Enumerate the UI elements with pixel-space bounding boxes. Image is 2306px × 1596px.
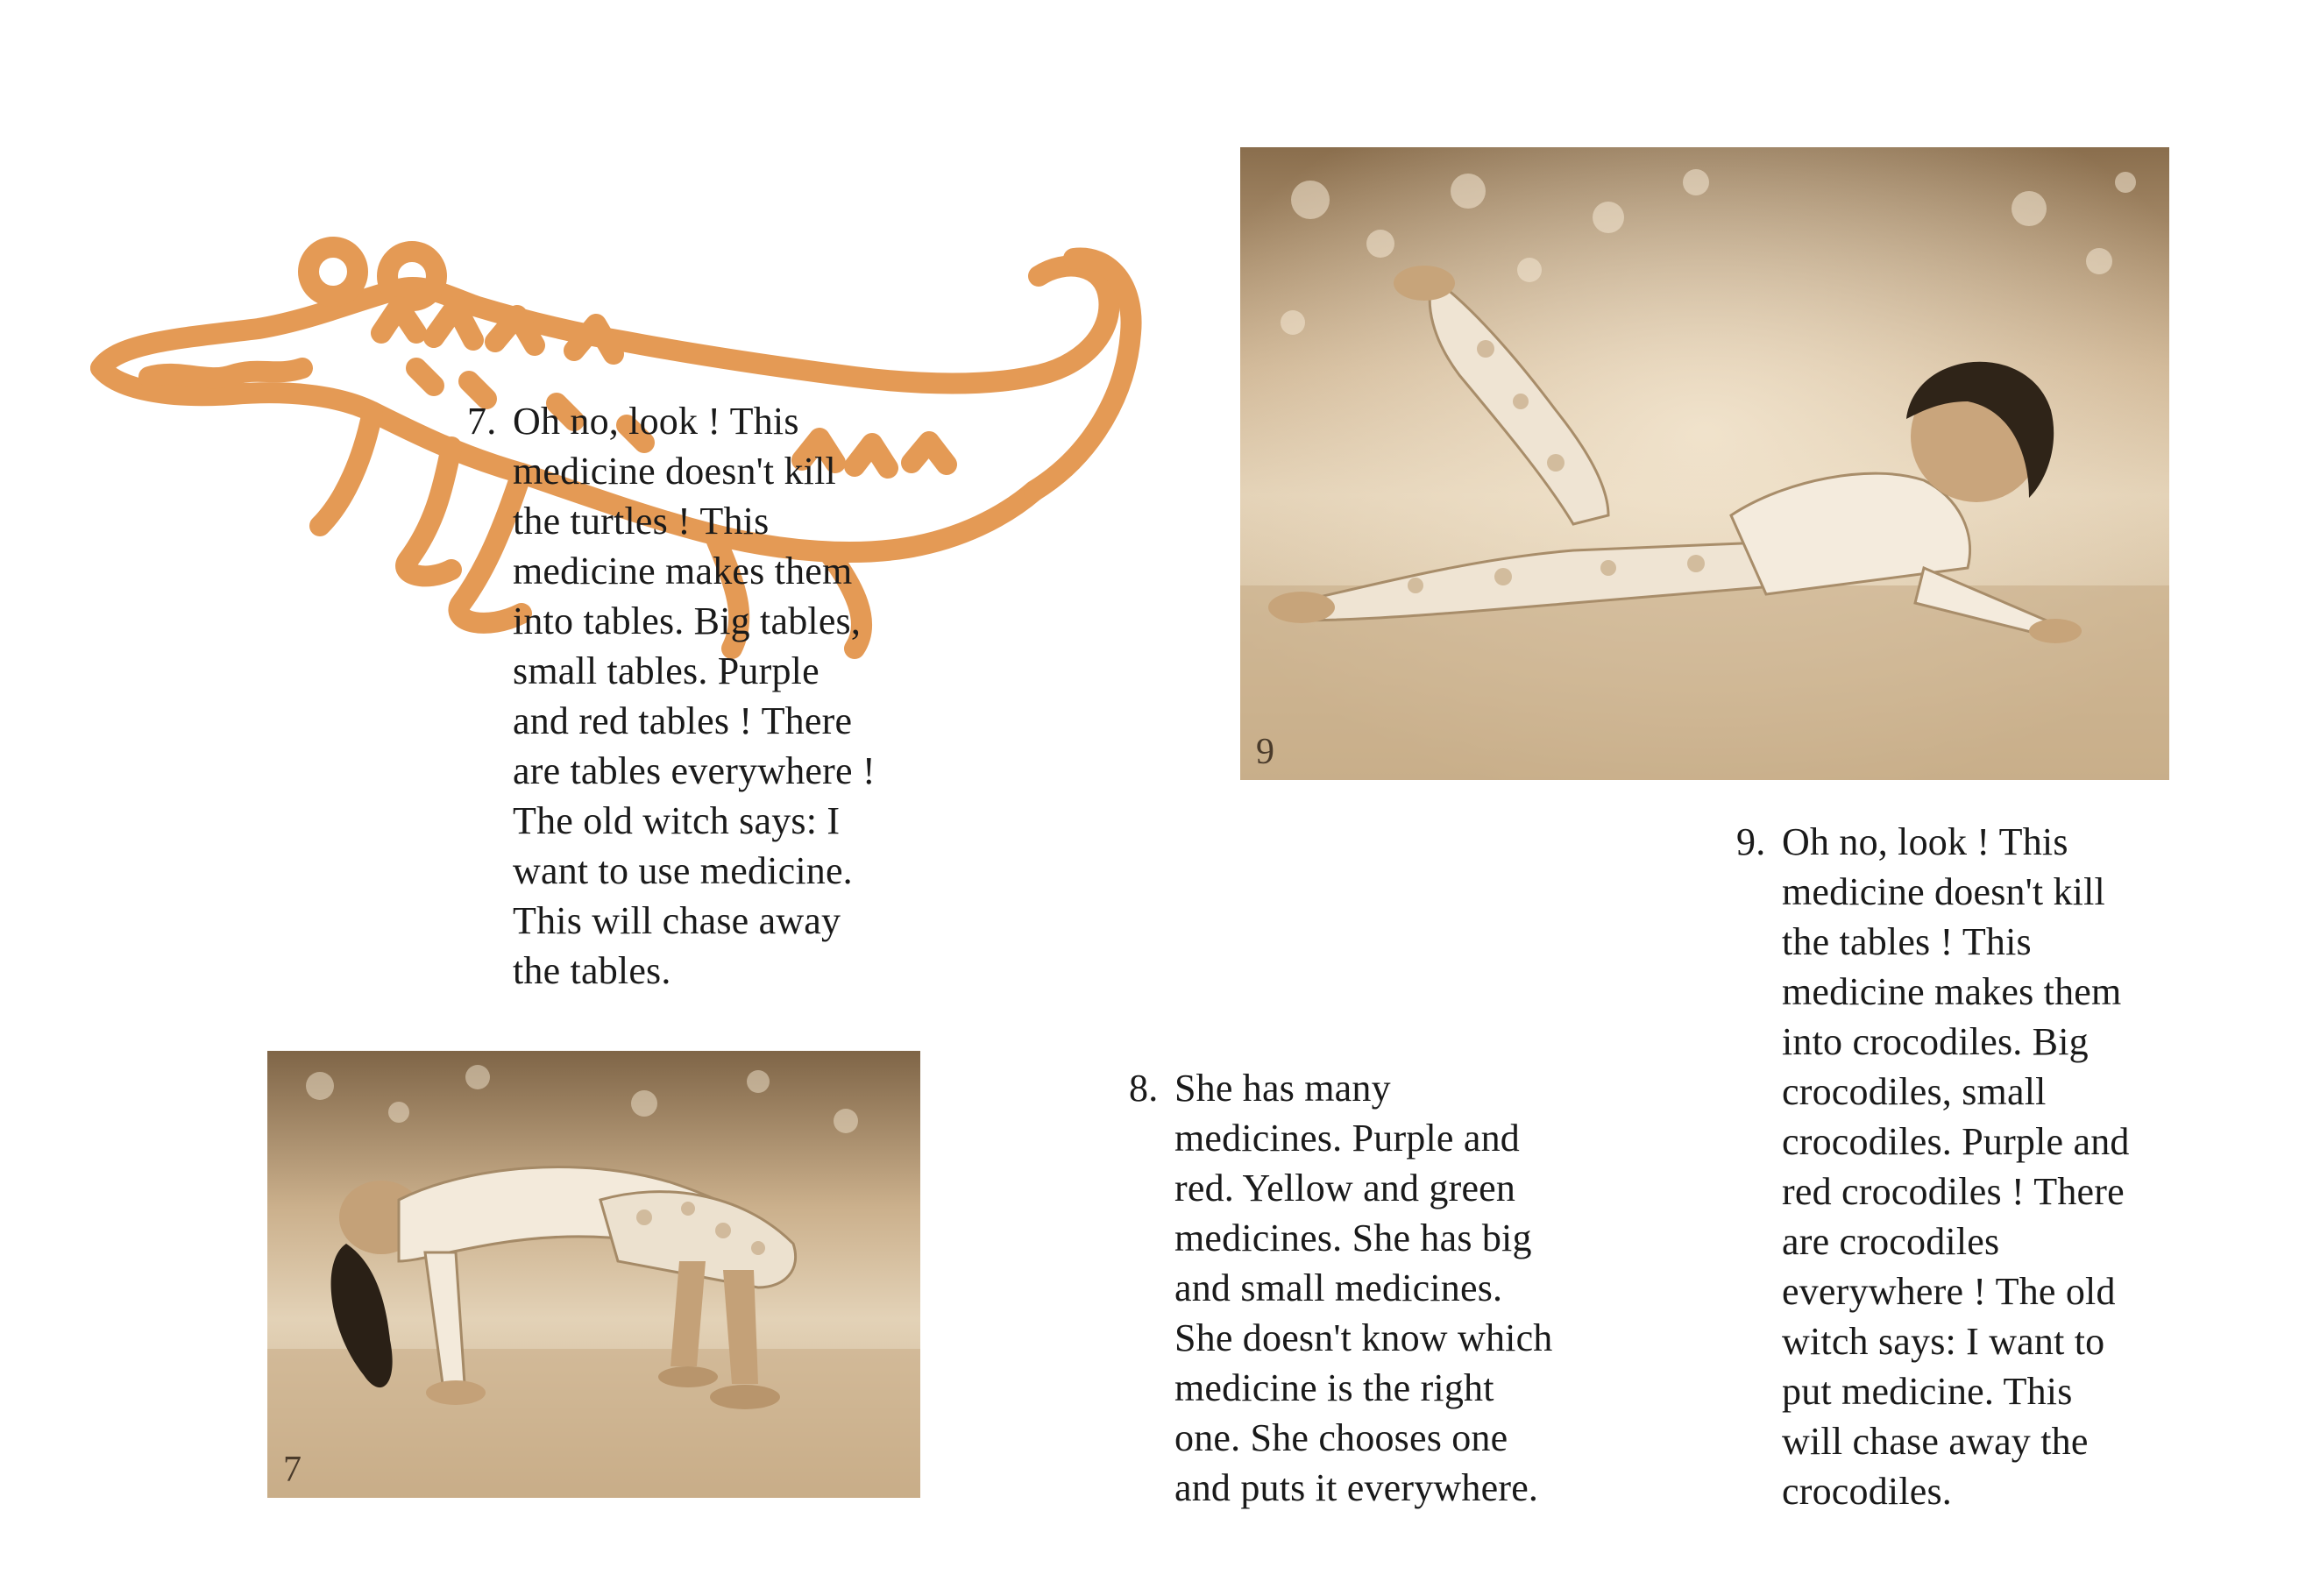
story-7-line: are tables everywhere ! — [513, 749, 876, 792]
story-9-line: witch says: I want to — [1782, 1320, 2105, 1363]
story-8-line: medicine is the right — [1174, 1366, 1494, 1409]
story-7-number: 7. — [467, 400, 497, 443]
story-9-line: crocodiles. — [1782, 1470, 1953, 1513]
story-7-line: small tables. Purple — [513, 649, 820, 692]
story-8-line: and small medicines. — [1174, 1266, 1503, 1309]
story-9-line: medicine doesn't kill — [1782, 870, 2105, 913]
story-9-line: Oh no, look ! This — [1782, 820, 2068, 863]
story-9-line: red crocodiles ! There — [1782, 1170, 2125, 1213]
story-7-line: into tables. Big tables, — [513, 599, 862, 642]
story-7-line: and red tables ! There — [513, 699, 853, 742]
story-8-line: She has many — [1174, 1067, 1391, 1110]
photo-7-plate-number: 7 — [283, 1450, 302, 1490]
story-7-line: medicine doesn't kill — [513, 450, 836, 493]
story-8-line: and puts it everywhere. — [1174, 1466, 1539, 1509]
girl-crab-bridge-photo-icon — [267, 1051, 920, 1498]
story-9-text — [1736, 817, 2130, 1516]
story-8-line: red. Yellow and green — [1174, 1167, 1516, 1209]
story-9-line: the tables ! This — [1782, 920, 2032, 963]
girl-lying-leg-raised-photo-icon — [1240, 147, 2169, 780]
story-9-line: are crocodiles — [1782, 1220, 2000, 1263]
photo-9 — [1240, 147, 2169, 780]
story-7-line: The old witch says: I — [513, 799, 841, 842]
story-7-line: Oh no, look ! This — [513, 400, 799, 443]
story-9-line: crocodiles. Purple and — [1782, 1120, 2130, 1163]
story-7-line: want to use medicine. — [513, 849, 853, 892]
story-7-text — [467, 396, 876, 996]
story-7-line: the turtles ! This — [513, 500, 770, 543]
story-9-line: put medicine. This — [1782, 1370, 2073, 1413]
story-8-line: medicines. Purple and — [1174, 1117, 1520, 1160]
story-8-line: She doesn't know which — [1174, 1316, 1553, 1359]
story-8-line: medicines. She has big — [1174, 1217, 1532, 1259]
story-7-line: medicine makes them — [513, 550, 853, 592]
story-9-number: 9. — [1736, 820, 1766, 863]
story-9-line: will chase away the — [1782, 1420, 2089, 1463]
story-9-line: crocodiles, small — [1782, 1070, 2047, 1113]
story-8-text — [1129, 1063, 1553, 1513]
photo-9-plate-number: 9 — [1256, 732, 1274, 772]
story-7-line: the tables. — [513, 949, 671, 992]
story-9-line: everywhere ! The old — [1782, 1270, 2116, 1313]
story-8-number: 8. — [1129, 1067, 1159, 1110]
story-9-line: into crocodiles. Big — [1782, 1020, 2089, 1063]
story-7-line: This will chase away — [513, 899, 841, 942]
photo-7 — [267, 1051, 920, 1498]
story-8-line: one. She chooses one — [1174, 1416, 1508, 1459]
story-9-line: medicine makes them — [1782, 970, 2122, 1013]
